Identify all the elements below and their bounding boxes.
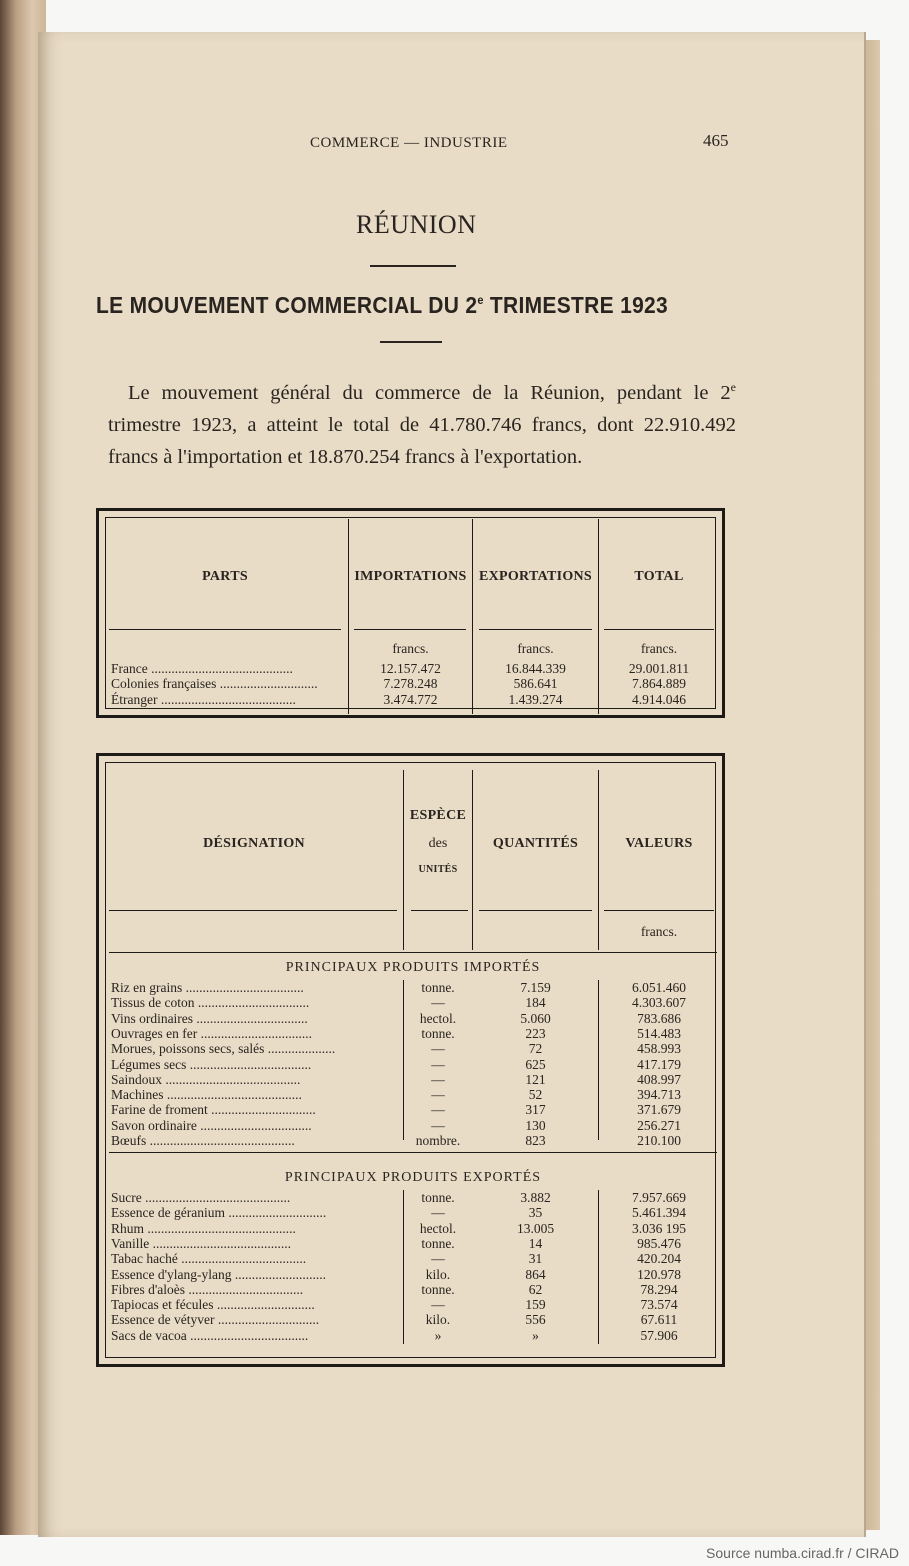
product-name: Essence de géranium ............................. [111,1205,327,1221]
product-quantity: 223 [525,1025,546,1041]
cell-importations: 3.474.772 [383,691,438,707]
product-quantity: 121 [525,1071,546,1087]
product-unit: — [431,1117,445,1133]
page-subtitle: LE MOUVEMENT COMMERCIAL DU 2e TRIMESTRE 1923 [96,293,669,319]
col-header-designation: DÉSIGNATION [203,836,305,851]
product-quantity: 72 [528,1041,543,1057]
col-header-unites: UNITÉS [418,864,458,875]
page-title: RÉUNION [356,210,477,239]
product-unit: tonne. [421,1025,455,1041]
product-unit: nombre. [415,1133,461,1148]
product-value: 5.461.394 [632,1205,686,1221]
product-value: 514.483 [637,1025,681,1041]
product-quantity: 13.005 [516,1220,555,1236]
product-quantity: 159 [525,1297,546,1313]
product-name: Bœufs ........................................... [111,1133,295,1148]
product-quantity: 52 [528,1087,543,1103]
product-value: 57.906 [640,1327,678,1343]
cell-importations: 12.157.472 [380,661,441,676]
row-label: Colonies françaises ............................. [111,676,318,692]
product-unit: » [434,1327,442,1343]
imports-section-title: PRINCIPAUX PRODUITS IMPORTÉS [285,960,541,975]
col-header-des: des [428,836,448,851]
col-header-exportations: EXPORTATIONS [478,569,593,584]
exports-section-title: PRINCIPAUX PRODUITS EXPORTÉS [284,1170,542,1185]
product-quantity: 823 [525,1133,546,1148]
product-unit: tonne. [421,1281,455,1297]
product-quantity: 184 [525,995,546,1011]
product-value: 4.303.607 [632,995,686,1011]
product-quantity: 35 [528,1205,543,1221]
col-header-quantites: QUANTITÉS [492,836,579,851]
product-unit: tonne. [421,980,455,995]
product-name: Vanille ......................................... [111,1235,291,1251]
product-value: 67.611 [640,1312,678,1328]
product-value: 6.051.460 [632,980,686,995]
product-unit: — [431,1056,445,1072]
products-table [96,753,725,1367]
source-credit: Source numba.cirad.fr / CIRAD [706,1545,899,1561]
col-header-total: TOTAL [634,569,684,584]
product-unit: hectol. [419,1220,457,1236]
product-value: 120.978 [637,1266,681,1282]
product-name: Machines ........................................ [111,1087,302,1103]
product-name: Sacs de vacoa ................................... [111,1327,309,1343]
book-page [38,32,864,1537]
product-value: 7.957.669 [632,1190,686,1205]
product-value: 210.100 [637,1133,681,1148]
product-value: 256.271 [637,1117,681,1133]
product-unit: — [431,995,445,1011]
product-name: Tapiocas et fécules ............................. [111,1297,315,1313]
product-quantity: 864 [525,1266,546,1282]
product-unit: — [431,1071,445,1087]
product-value: 3.036 195 [632,1220,686,1236]
product-value: 408.997 [637,1071,681,1087]
subtitle-rule [380,341,442,343]
product-value: 458.993 [637,1041,681,1057]
product-name: Riz en grains ................................... [111,980,304,995]
product-name: Essence de vétyver .............................. [111,1312,320,1328]
page-number: 465 [703,131,729,150]
product-quantity: 317 [525,1102,546,1118]
unit-valeurs: francs. [640,924,678,939]
product-unit: — [431,1205,445,1221]
product-name: Essence d'ylang-ylang ........................... [111,1266,327,1282]
cell-exportations: 16.844.339 [505,661,566,676]
title-rule [370,265,456,267]
product-quantity: » [532,1327,539,1343]
product-quantity: 625 [525,1056,546,1072]
product-value: 985.476 [637,1235,681,1251]
product-quantity: 556 [525,1312,546,1328]
product-value: 73.574 [640,1297,678,1313]
unit-total: francs. [640,641,678,656]
cell-exportations: 1.439.274 [508,691,563,707]
product-value: 783.686 [637,1010,681,1026]
product-unit: — [431,1251,445,1267]
product-quantity: 130 [525,1117,546,1133]
running-head: COMMERCE — INDUSTRIE [310,135,508,151]
product-quantity: 14 [528,1235,543,1251]
col-header-importations: IMPORTATIONS [354,569,467,584]
product-name: Farine de froment ............................... [111,1102,316,1118]
product-name: Tissus de coton ................................. [111,995,310,1011]
parts-table [96,508,725,718]
product-name: Fibres d'aloès .................................. [111,1281,304,1297]
product-value: 417.179 [637,1056,681,1072]
unit-exp: francs. [517,641,554,656]
product-name: Savon ordinaire ................................. [111,1117,312,1133]
product-name: Légumes secs .................................... [111,1056,312,1072]
product-quantity: 62 [528,1281,543,1297]
product-value: 371.679 [637,1102,681,1118]
row-label: France .......................................... [111,661,293,676]
product-name: Saindoux ........................................ [111,1071,301,1087]
product-unit: tonne. [421,1190,455,1205]
intro-paragraph [108,371,736,473]
product-name: Rhum ............................................ [111,1220,296,1236]
product-value: 394.713 [637,1087,681,1103]
cell-total: 7.864.889 [632,676,686,692]
product-unit: — [431,1102,445,1118]
product-unit: tonne. [421,1235,455,1251]
product-quantity: 7.159 [520,980,551,995]
cell-total: 4.914.046 [632,691,686,707]
page-edge [862,40,880,1530]
product-value: 420.204 [637,1251,681,1267]
row-label: Étranger ........................................ [111,691,296,707]
intro-text: Le mouvement général du commerce de la Réunion, pendant le 2e trimestre 1923, a atteint le total de 41.780.746 francs, dont 22.910.492 francs à l'importation et 18.870.254 francs à l'exportation. [108,380,736,468]
unit-imp: francs. [392,641,429,656]
product-unit: — [431,1041,445,1057]
product-name: Morues, poissons secs, salés .................... [111,1041,336,1057]
product-unit: — [431,1297,445,1313]
col-header-espece: ESPÈCE [409,808,467,823]
product-quantity: 5.060 [520,1010,551,1026]
product-unit: kilo. [425,1312,451,1328]
product-name: Sucre ........................................... [111,1190,291,1205]
cell-importations: 7.278.248 [383,676,438,692]
cell-total: 29.001.811 [628,661,690,676]
product-unit: hectol. [419,1010,457,1026]
product-value: 78.294 [640,1281,678,1297]
product-name: Ouvrages en fer ................................. [111,1025,312,1041]
product-quantity: 31 [528,1251,543,1267]
product-name: Tabac haché ..................................... [111,1251,307,1267]
cell-exportations: 586.641 [513,676,558,692]
product-name: Vins ordinaires ................................. [111,1010,308,1026]
product-quantity: 3.882 [520,1190,551,1205]
product-unit: kilo. [425,1266,451,1282]
col-header-valeurs: VALEURS [625,836,693,851]
product-unit: — [431,1087,445,1103]
col-header-parts: PARTS [202,569,248,584]
